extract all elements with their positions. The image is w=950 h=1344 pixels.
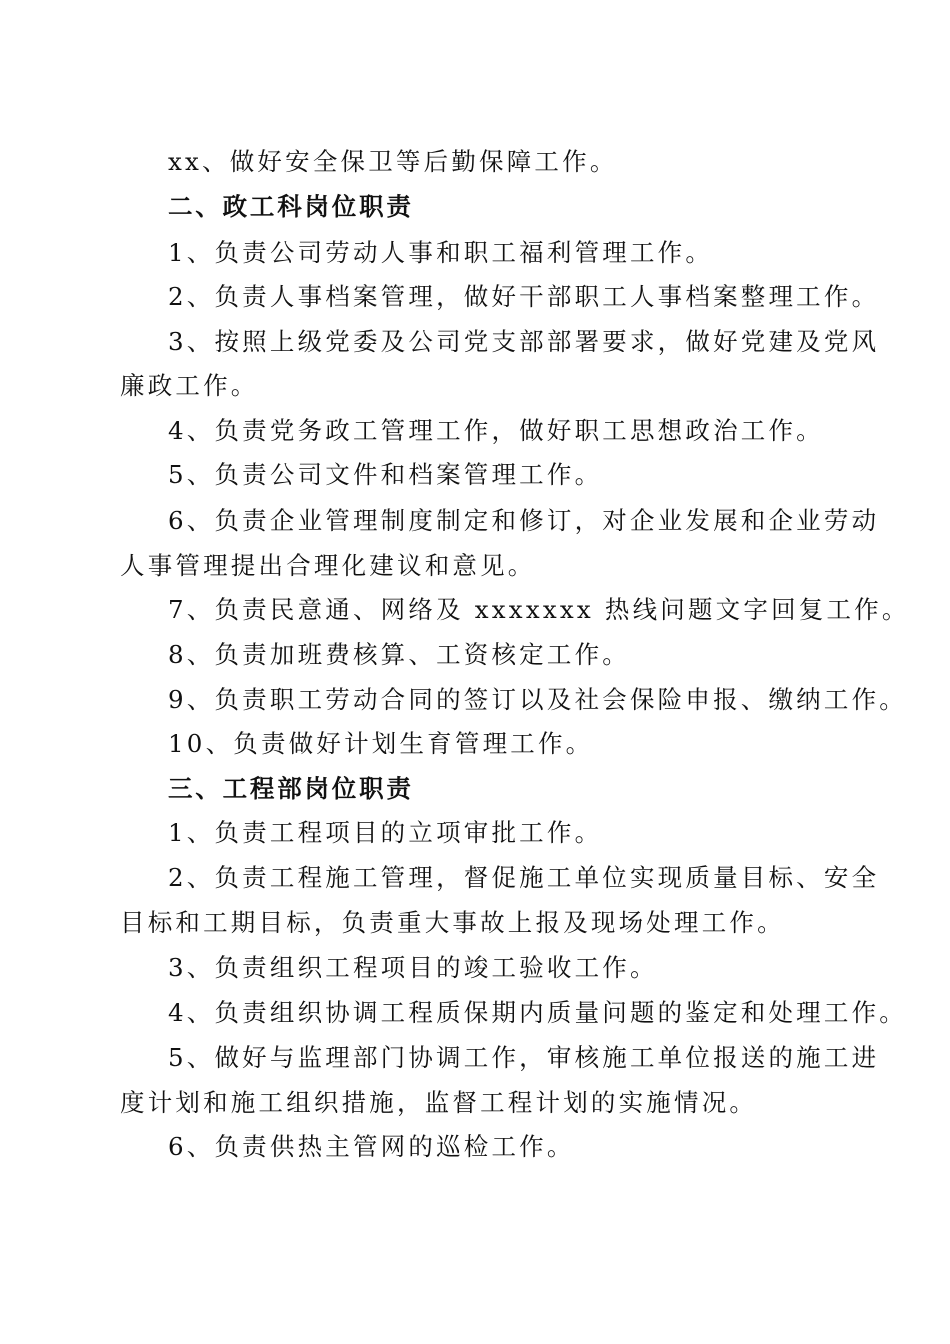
paragraph-line: 6、负责企业管理制度制定和修订，对企业发展和企业劳动 — [168, 506, 880, 535]
section-heading-engineering: 三、工程部岗位职责 — [168, 774, 414, 803]
paragraph-line: 2、负责工程施工管理，督促施工单位实现质量目标、安全 — [168, 863, 880, 892]
paragraph-line: 3、负责组织工程项目的竣工验收工作。 — [168, 953, 658, 982]
paragraph-line: 4、负责组织协调工程质保期内质量问题的鉴定和处理工作。 — [168, 998, 907, 1027]
paragraph-line: 10、负责做好计划生育管理工作。 — [168, 729, 594, 758]
paragraph-line: 8、负责加班费核算、工资核定工作。 — [168, 640, 630, 669]
paragraph-line: 度计划和施工组织措施，监督工程计划的实施情况。 — [120, 1088, 758, 1117]
paragraph-line: 5、做好与监理部门协调工作，审核施工单位报送的施工进 — [168, 1043, 880, 1072]
section-heading-political: 二、政工科岗位职责 — [168, 192, 414, 221]
paragraph-line: 目标和工期目标，负责重大事故上报及现场处理工作。 — [120, 908, 785, 937]
paragraph-line: 2、负责人事档案管理，做好干部职工人事档案整理工作。 — [168, 282, 880, 311]
paragraph-line: 1、负责公司劳动人事和职工福利管理工作。 — [168, 238, 714, 267]
intro-paragraph: xx、做好安全保卫等后勤保障工作。 — [168, 147, 618, 176]
paragraph-line: 4、负责党务政工管理工作，做好职工思想政治工作。 — [168, 416, 824, 445]
paragraph-line: 6、负责供热主管网的巡检工作。 — [168, 1132, 575, 1161]
paragraph-line: 廉政工作。 — [120, 371, 259, 400]
paragraph-line: 1、负责工程项目的立项审批工作。 — [168, 818, 603, 847]
paragraph-line: 5、负责公司文件和档案管理工作。 — [168, 460, 603, 489]
paragraph-line: 人事管理提出合理化建议和意见。 — [120, 551, 536, 580]
paragraph-line: 7、负责民意通、网络及 xxxxxxx 热线问题文字回复工作。 — [168, 595, 910, 624]
paragraph-line: 9、负责职工劳动合同的签订以及社会保险申报、缴纳工作。 — [168, 685, 907, 714]
paragraph-line: 3、按照上级党委及公司党支部部署要求，做好党建及党风 — [168, 327, 880, 356]
